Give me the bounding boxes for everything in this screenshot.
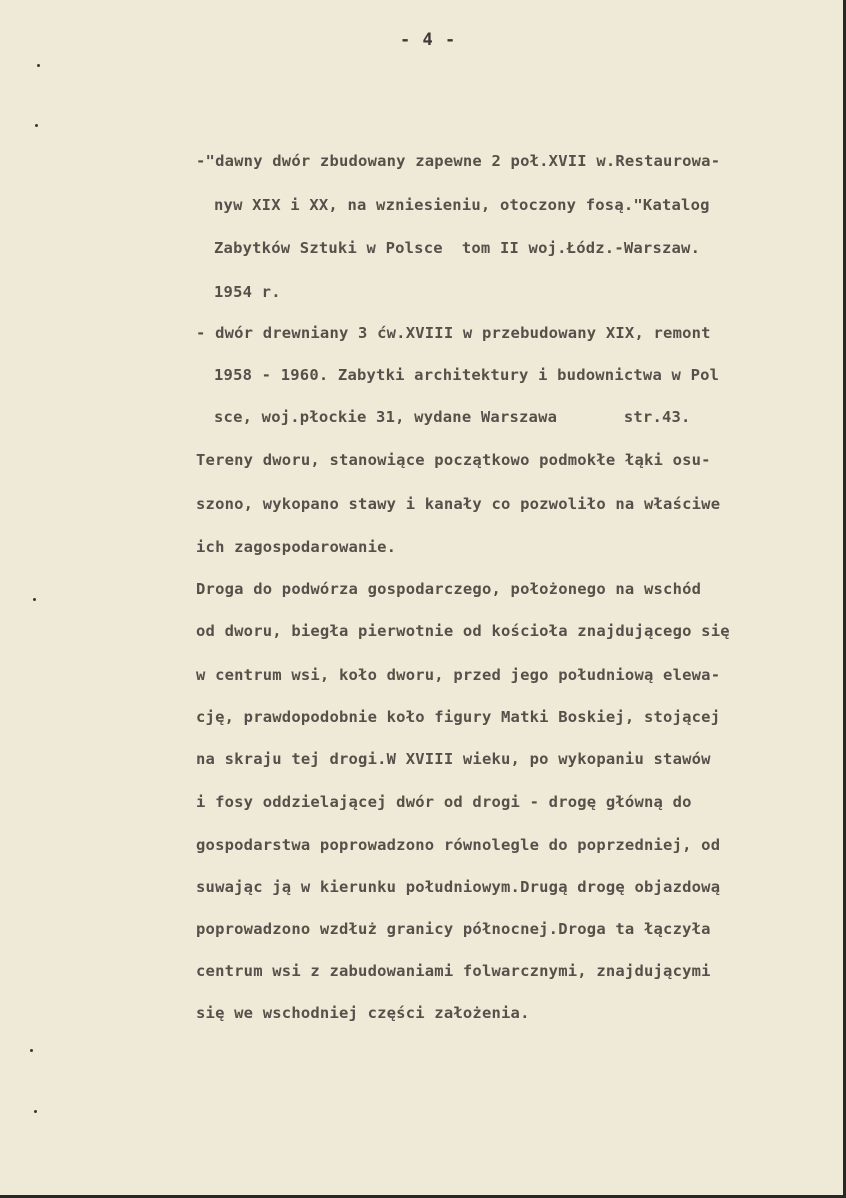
text-line: nyw XIX i XX, na wzniesieniu, otoczony fosą."Katalog — [214, 196, 710, 214]
text-line: 1958 - 1960. Zabytki architektury i budownictwa w Pol — [214, 366, 720, 384]
text-line: -"dawny dwór zbudowany zapewne 2 poł.XVII w.Restaurowa- — [196, 152, 721, 170]
text-line: cję, prawdopodobnie koło figury Matki Boskiej, stojącej — [196, 708, 721, 726]
scan-speck — [33, 598, 36, 601]
text-line: Tereny dworu, stanowiące początkowo podmokłe łąki osu- — [196, 451, 711, 469]
text-line: szono, wykopano stawy i kanały co pozwoliło na właściwe — [196, 495, 721, 513]
text-line: i fosy oddzielającej dwór od drogi - drogę główną do — [196, 793, 692, 811]
text-line: od dworu, biegła pierwotnie od kościoła znajdującego się — [196, 622, 730, 640]
page-number: - 4 - — [400, 30, 457, 50]
text-line: się we wschodniej części założenia. — [196, 1004, 530, 1022]
text-line: Zabytków Sztuki w Polsce tom II woj.Łódz.-Warszaw. — [214, 239, 701, 257]
scan-speck — [35, 124, 38, 127]
text-line: ich zagospodarowanie. — [196, 538, 397, 556]
text-line: w centrum wsi, koło dworu, przed jego południową elewa- — [196, 666, 721, 684]
text-line: 1954 r. — [214, 283, 281, 301]
text-line: sce, woj.płockie 31, wydane Warszawa str.43. — [214, 408, 691, 426]
text-line: centrum wsi z zabudowaniami folwarcznymi, znajdującymi — [196, 962, 711, 980]
text-line: na skraju tej drogi.W XVIII wieku, po wykopaniu stawów — [196, 750, 711, 768]
text-line: poprowadzono wzdłuż granicy północnej.Droga ta łączyła — [196, 920, 711, 938]
text-line: - dwór drewniany 3 ćw.XVIII w przebudowany XIX, remont — [196, 324, 711, 342]
scan-speck — [34, 1110, 37, 1113]
scan-speck — [37, 64, 40, 67]
scan-speck — [30, 1049, 33, 1052]
text-line: Droga do podwórza gospodarczego, położonego na wschód — [196, 580, 702, 598]
text-line: suwając ją w kierunku południowym.Drugą drogę objazdową — [196, 878, 721, 896]
text-line: gospodarstwa poprowadzono równolegle do poprzedniej, od — [196, 836, 721, 854]
